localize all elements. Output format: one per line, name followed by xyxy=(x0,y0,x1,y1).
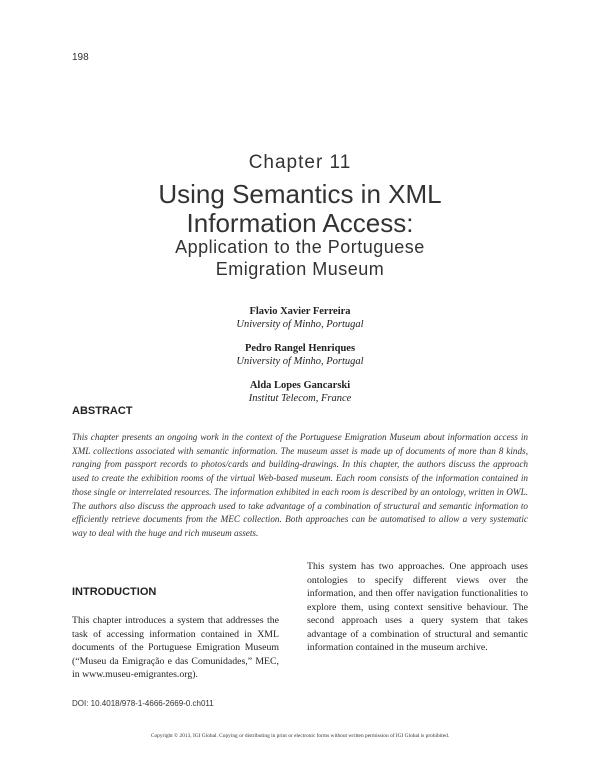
author-affiliation: University of Minho, Portugal xyxy=(236,319,364,330)
introduction-heading: INTRODUCTION xyxy=(72,586,157,598)
title-line: Using Semantics in XML xyxy=(158,179,442,209)
author-list xyxy=(0,305,600,416)
abstract-text: This chapter presents an ongoing work in the context of the Portuguese Emigration Museum about information access in XML collections associated with semantic information. The museum asset is made up of documents of more than 8 kinds, ranging from passport records to photos/cards and building-drawings. In this chapter, the authors discuss the approach used to create the exhibition rooms of the virtual Web-based museum. Each room consists of the information contained in those single or interrelated resources. The information exhibited in each room is described by an ontology, written in OWL. The authors also discuss the approach used to take advantage of a combination of structural and semantic information to efficiently retrieve documents from the MEC collection. Both approaches can be automatised to allow a very systematic way to deal with the huge and rich museum assets. xyxy=(72,432,528,538)
subtitle-line: Emigration Museum xyxy=(215,259,385,279)
author-affiliation: Institut Telecom, France xyxy=(248,393,352,404)
subtitle-line: Application to the Portuguese xyxy=(175,237,425,257)
author xyxy=(0,379,600,405)
abstract-heading: ABSTRACT xyxy=(72,405,133,417)
title-line: Information Access: xyxy=(186,208,414,238)
introduction-left-column: This chapter introduces a system that addresses the task of accessing information contained in XML documents of the Portuguese Emigration Museum (“Museu da Emigração e das Comunidades,” MEC, in www.museu-emigrantes.org). xyxy=(72,615,279,680)
author-name: Alda Lopes Gancarski xyxy=(249,380,351,391)
author xyxy=(0,342,600,368)
author-name: Pedro Rangel Henriques xyxy=(244,343,356,354)
introduction-right-column: This system has two approaches. One approach uses ontologies to specify different views over the information, and then offer navigation functionalities to explore them, using context sensitive behaviour. The second approach uses a query system that takes advantage of a combination of structural and semantic information contained in the museum archive. xyxy=(307,561,528,653)
author-affiliation: University of Minho, Portugal xyxy=(236,356,364,367)
page-number: 198 xyxy=(72,52,89,63)
chapter-title xyxy=(0,180,600,238)
copyright-notice: Copyright © 2013, IGI Global. Copying or distributing in print or electronic forms without written permission of IGI Global is prohibited. xyxy=(150,733,450,739)
chapter-label: Chapter 11 xyxy=(248,152,352,173)
doi: DOI: 10.4018/978-1-4666-2669-0.ch011 xyxy=(72,699,214,708)
author xyxy=(0,305,600,331)
chapter-subtitle xyxy=(0,236,600,280)
author-name: Flavio Xavier Ferreira xyxy=(249,306,351,317)
